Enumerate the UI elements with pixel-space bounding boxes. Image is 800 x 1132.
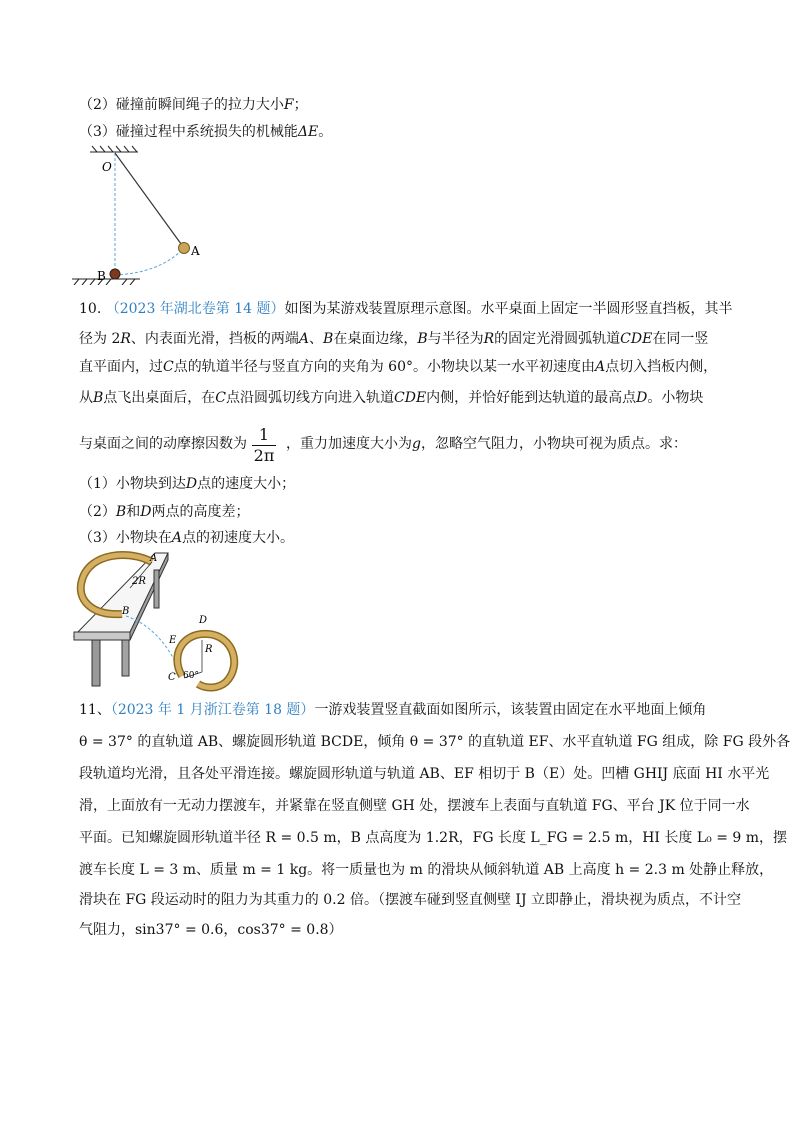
q10-line-2: 径为 2R、内表面光滑，挡板的两端A、B在桌面边缘，B与半径为R的固定光滑圆弧轨道CDE在同一竖 xyxy=(79,331,709,347)
label-o: O xyxy=(102,160,112,174)
label-e: E xyxy=(169,635,177,646)
q9-sub3: （3）碰撞过程中系统损失的机械能ΔE。 xyxy=(79,124,333,140)
ball-a xyxy=(179,243,190,254)
q11-line-3: 段轨道均光滑，且各处平滑连接。螺旋圆形轨道与轨道 AB、EF 相切于 B（E）处。凹槽 GHIJ 底面 HI 水平光 xyxy=(79,766,770,782)
ground xyxy=(72,279,140,285)
q11-line-2: θ = 37° 的直轨道 AB、螺旋圆形轨道 BCDE，倾角 θ = 37° 的直轨道 EF、水平直轨道 FG 组成，除 FG 段外各 xyxy=(79,734,791,750)
q10-line-5: 与桌面之间的动摩擦因数为 xyxy=(79,436,247,452)
label-2r: 2R xyxy=(132,576,146,587)
label-b: B xyxy=(97,269,106,283)
q11-line-5: 平面。已知螺旋圆形轨道半径 R = 0.5 m，B 点高度为 1.2R，FG 长度 L_FG = 2.5 m，HI 长度 L₀ = 9 m，摆 xyxy=(79,830,788,846)
q11-source: （2023 年 1 月浙江卷第 18 题） xyxy=(110,702,315,718)
label-d: D xyxy=(199,615,208,626)
q11-line-6: 渡车长度 L = 3 m、质量 m = 1 kg。将一质量也为 m 的滑块从倾斜轨道 AB 上高度 h = 2.3 m 处静止释放， xyxy=(79,862,774,878)
q10-number: 10. xyxy=(79,301,102,317)
q10-line-1: 10. （2023 年湖北卷第 14 题）如图为某游戏装置原理示意图。水平桌面上固定一半圆形竖直挡板，其半 xyxy=(79,301,733,317)
q10-line-3: 直平面内，过C点的轨道半径与竖直方向的夹角为 60°。小物块以某一水平初速度由A点切入挡板内侧， xyxy=(79,359,718,375)
ball-b xyxy=(110,269,120,279)
friction-fraction xyxy=(252,426,276,465)
swing-arc xyxy=(115,248,184,275)
q10-sub3: （3）小物块在A点的初速度大小。 xyxy=(79,530,295,546)
q11-line-4: 滑，上面放有一无动力摆渡车，并紧靠在竖直侧壁 GH 处，摆渡车上表面与直轨道 FG、平台 JK 位于同一水 xyxy=(79,798,750,814)
pendulum-string xyxy=(115,153,184,248)
q10-source: （2023 年湖北卷第 14 题） xyxy=(105,301,285,317)
label-a: A xyxy=(191,244,200,258)
label-b: B xyxy=(122,606,130,617)
q10-sub1: （1）小物块到达D点的速度大小； xyxy=(79,476,296,492)
game-device-figure xyxy=(70,548,250,693)
ceiling-support xyxy=(90,146,138,152)
q9-sub2: （2）碰撞前瞬间绳子的拉力大小F； xyxy=(79,97,308,113)
q11-number: 11、 xyxy=(79,702,111,718)
q11-line-7: 滑块在 FG 段运动时的阻力为其重力的 0.2 倍。（摆渡车碰到竖直侧壁 IJ 立即静止，滑块视为质点，不计空 xyxy=(79,892,742,908)
q10-line-4: 从B点飞出桌面后，在C点沿圆弧切线方向进入轨道CDE内侧，并恰好能到达轨道的最高点D。小物块 xyxy=(79,390,704,406)
pendulum-figure xyxy=(70,145,220,285)
label-c: C xyxy=(168,672,176,683)
fraction-numerator: 1 xyxy=(258,425,270,444)
fraction-denominator: 2π xyxy=(253,446,275,465)
q10-line-5b: ，重力加速度大小为g，忽略空气阻力，小物块可视为质点。求： xyxy=(286,436,687,452)
q11-line-8: 气阻力，sin37° = 0.6，cos37° = 0.8） xyxy=(79,922,343,938)
q11-line-1: 11、（2023 年 1 月浙江卷第 18 题）一游戏装置竖直截面如图所示，该装置由固定在水平地面上倾角 xyxy=(79,702,707,718)
label-r: R xyxy=(205,644,213,655)
label-60-degrees: 60° xyxy=(183,671,199,681)
label-a: A xyxy=(150,553,158,564)
q10-sub2: （2）B和D两点的高度差； xyxy=(79,504,250,520)
